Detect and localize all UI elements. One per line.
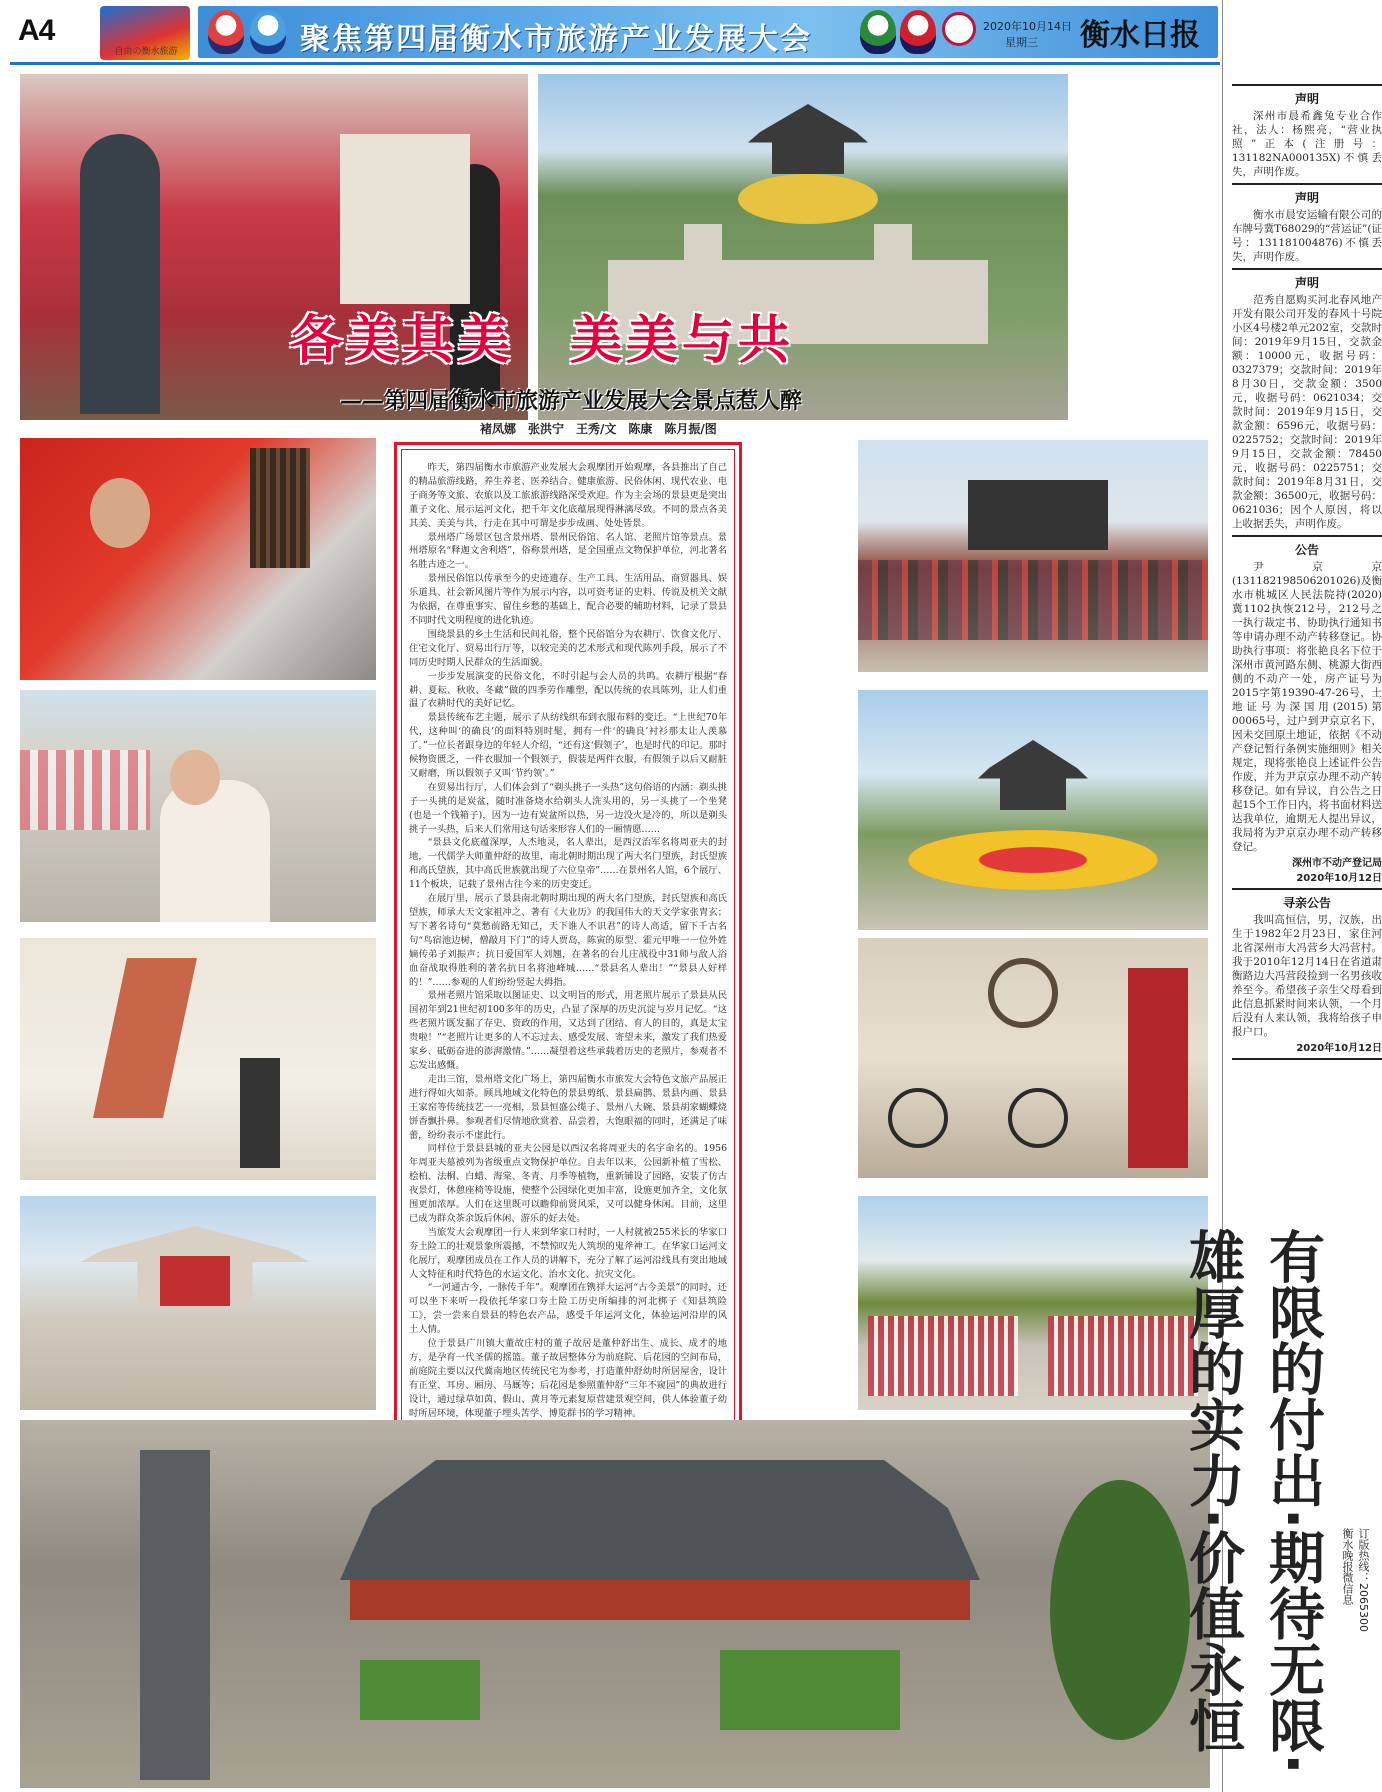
photo-sheng-instrument (20, 438, 376, 680)
photo-dongzi-residence-aerial (20, 1420, 1210, 1788)
page-header (0, 0, 1382, 70)
notice-text: 尹京京(131182198506201026)及衡水市桃城区人民法院持(2020)冀1102执恢212号，212号之一执行裁定书、协助执行通知书等申请办理不动产转移登记。协助执行事项：将张艳良名下位于深州市黄河路东侧、桃源大街西侧的不动产一处，房产证号为2015字第19390-47-26号，土地证号为深国用(2015)第00065号，过户到尹京京名下，因未交回原土地证，依据《不动产登记暂行条例实施细则》相关规定，现将张艳良上述证件公告作废，并为尹京京办理不动产转移登记。如有异议，自公告之日起15个工作日内，将书面材料送达我单位，逾期无人提出异议，我局将为尹京京办理不动产转移登记。 (1232, 561, 1382, 853)
notice-separator (1232, 84, 1382, 86)
article-paragraph: 一步步发展演变的民俗文化，不时引起与会人员的共鸣。农耕厅根据“春耕、夏耘、秋收、冬藏”做的四季劳作雕塑，配以传统的农具陈列，让人们重温了农耕时代的美好记忆。 (409, 670, 727, 710)
ad-slogan: 有限的付出·期待无限·雄厚的实力·价值永恒 (1180, 1228, 1325, 1775)
notice-text: 衡水市晨安运输有限公司的车牌号冀T68029的“营运证”(证号：131181004876)不慎丢失，声明作废。 (1232, 209, 1382, 263)
ad-info-hotline: 订版热线：2065300 (1357, 1528, 1370, 1632)
notice-signature: 深州市不动产登记局 (1292, 858, 1382, 869)
notice-title: 声明 (1294, 276, 1319, 290)
photo-outdoor-audience (858, 440, 1208, 672)
page-number: A4 (18, 14, 55, 47)
mascot-4-icon (900, 10, 936, 54)
mascot-3-icon (860, 10, 896, 54)
photo-flower-pavilion (858, 690, 1208, 930)
notice-separator (1232, 888, 1382, 890)
photo-bicycle-exhibit (858, 938, 1208, 1178)
ad-info-wechat: 衡水晚报微信息 (1341, 1528, 1354, 1605)
issue-weekday: 星期三 (1005, 36, 1038, 49)
notice-separator (1232, 1058, 1382, 1060)
article-paragraph: 同样位于景县县城的亚夫公园是以西汉名将周亚夫的名字命名的。1956年周亚夫墓被列为省级重点文物保护单位。自去年以来，公园新补植了雪松、桧柏、法桐、白蜡、海棠、冬青、月季等植物，重新铺设了园路，安装了仿古夜景灯，休憩座椅等设施，使整个公园绿化更加丰富，设施更加齐全，文化氛围更加浓厚。人们在这里既可以瞻仰前贤风采，又可以健身休闲。目前，这里已成为群众茶余饭后休闲、游乐的好去处。 (409, 1143, 727, 1224)
notice-title: 寻亲公告 (1282, 896, 1331, 910)
article-paragraph: 景县传统布艺主题，展示了从纺线织布到衣服布料的变迁。“上世纪70年代，这种叫‘的确良’的面料特别时髦，拥有一件‘的确良’衬衫那太让人羡慕了。”一位长者跟身边的年轻人介绍，“还有这‘假领子’，也是时代的印记。那时候物资匮乏，一件衣服加一个假领子，假装是两件衣服，有假领子以后又耐脏又耐磨，所以假领子又叫‘节约领’。” (409, 712, 727, 779)
article-paragraph: 位于景县广川镇大董故庄村的董子故居是董仲舒出生、成长、成才的地方，是孕育一代圣儒的摇篮。董子故居整体分为前庭院、后花园的空间布局，前庭院主要以汉代冀南地区传统民宅为参考，打造董仲舒幼时所居屋舍，设计有正堂、耳房、厢房、马厩等；后花园是参照董仲舒“三年不窥园”的典故进行设计，通过绿草如茵、假山、黄月等元素复原营建景观空间，供人体验董子幼时所居环境，体现董子埋头苦学、博览群书的学习精神。 (409, 1338, 727, 1419)
hengshui-emblem-icon (942, 12, 976, 46)
newspaper-logo: 衡水日报 (1080, 18, 1200, 53)
notice-separator (1232, 268, 1382, 270)
main-article (394, 442, 742, 1462)
tourism-logo-text: 自由の衡水旅游 (114, 47, 178, 57)
notice-text: 我叫高恒信，男，汉族，出生于1982年2月23日，家住河北省深州市大冯营乡大冯营村。我于2010年12月14日在省道肃衡路边大冯营段捡到一名男孩收养至今。希望孩子亲生父母看到此信息抓紧时间来认领，一个月后没有人来认领，我将给孩子申报户口。 (1232, 914, 1382, 1038)
header-divider (10, 62, 1220, 65)
photo-students-square (858, 1196, 1208, 1410)
article-paragraph: 在展厅里，展示了景县南北朝时期出现的两大名门望族，封氏望族和高氏望族，师承大天文家祖冲之、著有《大业历》的我国伟大的天文学家张胄玄；写下著名诗句“莫愁前路无知己，天下谁人不识君”的诗人高适，留下千古名句“鸟宿池边树，僧敲月下门”的诗人贾岛，陈寅的原型、霍元甲唯一一位外姓嫡传弟子刘振声；抗日爱国军人刘翘，在著名的台儿庄战役中31师与敌人浴血奋战取得胜利的著名抗日名将池峰城……“景县名人辈出！”“景县人好样的！”……参观的人们纷纷竖起大拇指。 (409, 893, 727, 988)
photo-academy-gate (20, 1196, 376, 1410)
banner-title: 聚焦第四届衡水市旅游产业发展大会 (300, 22, 812, 57)
notice-title: 声明 (1294, 92, 1319, 106)
byline: 褚凤娜 张洪宁 王秀/文 陈康 陈月振/图 (480, 422, 717, 436)
advertisement (1180, 1228, 1382, 1788)
article-paragraph: “景县文化底蕴深厚，人杰地灵，名人辈出，是西汉治军名将周亚夫的封地，一代儒学大师董仲舒的故里，南北朝时期出现了两大名门望族，封氏望族和高氏望族，其中高氏世族就出现了六位皇帝”……在景州名人馆，6个展厅、11个板块，记载了景州古往今来的历史变迁。 (409, 837, 727, 891)
article-paragraph: 在贸易出行厅，人们体会到了“剃头挑子一头热”这句俗语的内涵：剃头挑子一头挑的是炭盆，随时准备烧水给剃头人洗头用的，另一头挑了一个坐凳(也是一个钱箱子)，因为一边有炭盆所以热，另一边没火是冷的，所以是剃头挑子一头热，后来人们常用这句话来形容人们的一厢情愿…… (409, 781, 727, 835)
article-paragraph: 景州老照片馆采取以图证史、以文明旨的形式，用老照片展示了景县从民国初年到21世纪初100多年的历史，凸显了深厚的历史沉淀与岁月记忆。“这些老照片既发掘了存史、资政的作用，又达到了团结、育人的目的，真是太宝贵啦！”“老照片让更多的人不忘过去、感受发展、寄望未来，激发了我们热爱家乡、砥砺奋进的澎湃激情。”……凝望着这些承载着历史的老照片，参观者不忘发出感慨。 (409, 990, 727, 1071)
article-paragraph: 走出三馆，景州塔文化广场上，第四届衡水市旅发大会特色文旅产品展正进行得如火如荼。顾具地域文化特色的景县剪纸、景县扁鹊、景县内画、景县王家窑等传统技艺一一亮相，景县恒盛公缆子、景州八大碗、景县胡家蝴蝶烧饼香飘扑鼻。参观者们尽情地欣赏着、品尝着，大饱眼福的同时，还满足了味蕾，纷纷表示不虚此行。 (409, 1073, 727, 1141)
issue-date: 2020年10月14日 (983, 20, 1072, 33)
notice-date: 2020年10月12日 (1296, 873, 1382, 884)
article-paragraph: 围绕景县的乡土生活和民间礼俗，整个民俗馆分为农耕厅、饮食文化厅、住宅文化厅、贸易出行厅等，以较完美的艺术形式和现代陈列手段，展示了不同历史时期人民群众的生活面貌。 (409, 628, 727, 668)
notice-date: 2020年10月12日 (1296, 1043, 1382, 1054)
article-paragraph: 景州民俗馆以传承至今的史迹遗存、生产工具、生活用品、商贸器具、娱乐道具、社会新风图片等作为展示内容，以可资考证的史料、传说及机关文献为依据，在尊重事实、留住乡愁的基础上，配合必要的辅助材料，记录了景县不同时代文明程度的进化轨迹。 (409, 573, 727, 626)
notice-text: 范秀自愿购买河北春风地产开发有限公司开发的春风十号院小区4号楼2单元202室，交款时间：2019年9月15日，交款金额：10000元，收据号码：0327379；交款时间：2019年8月30日，交款金额：3500元，收据号码：0621034；交款时间：2019年9月15日，交款金额：6596元，收据号码：0225752；交款时间：2019年9月15日，交款金额：78450元，收据号码：0225751；交款时间：2019年8月31日，交款金额：36500元，收据号码：0621036；因个人原因，将以上收据丢失，声明作废。 (1232, 294, 1382, 530)
photo-hanfu-children (20, 690, 376, 922)
notice-text: 深州市晨希鑫兔专业合作社，法人：杨熙亮，“营业执照”正本(注册号：131182NA000135X)不慎丢失，声明作废。 (1232, 110, 1382, 178)
notice-separator (1232, 183, 1382, 185)
notice-separator (1232, 535, 1382, 537)
article-paragraph: 景州塔广场景区包含景州塔、景州民俗馆、名人馆、老照片馆等景点。景州塔原名“释迦文舍利塔”，俗称景州塔，是全国重点文物保护单位，河北著名名胜古迹之一。 (409, 531, 727, 571)
photo-exhibit-hall (20, 938, 376, 1180)
notice-title: 声明 (1294, 191, 1319, 205)
article-paragraph: “一河通古今，一脉传千年”。观摩团在镌祥大运河“古今美景”的同时，还可以坐下来听一段依托华家口夯土险工历史所编排的河北梆子《知县筑险工》，尝一尝来自景县的特色农产品，感受千年运河文化，体验运河沿岸的风土人情。 (409, 1282, 727, 1336)
notice-title: 公告 (1294, 543, 1319, 557)
headline-subtitle: ——第四届衡水市旅游产业发展大会景点惹人醉 (340, 389, 803, 414)
article-paragraph: 昨天，第四届衡水市旅游产业发展大会观摩团开始观摩，各县推出了自己的精品旅游线路，养生养老、医养结合、健康旅游、民俗休闲、现代农业、电子商务等文旅、农旅以及工旅旅游线路深受欢迎。作为主会场的景县更是突出董子文化、展示运河文化，把千年文化底蕴展现得淋漓尽致。不同的景点各美其美、美美与共，行走在其中可谓是步步成画、处处皆景。 (409, 462, 727, 529)
article-paragraph: 当旅发大会观摩团一行人来到华家口村时，一人村就被255米长的华家口夯土险工的壮观景象所震撼，不禁惊叹先人筑坝的鬼斧神工。在华家口运河文化展厅，观摩团成员在工作人员的讲解下，充分了解了运河沿线具有突出地域人文特征和时代特色的水运文化、治水文化、抗灾文化。 (409, 1226, 727, 1280)
mascot-right-icon (250, 10, 286, 54)
headline-title: 各美其美 美美与共 (290, 311, 795, 371)
mascot-left-icon (208, 10, 244, 54)
